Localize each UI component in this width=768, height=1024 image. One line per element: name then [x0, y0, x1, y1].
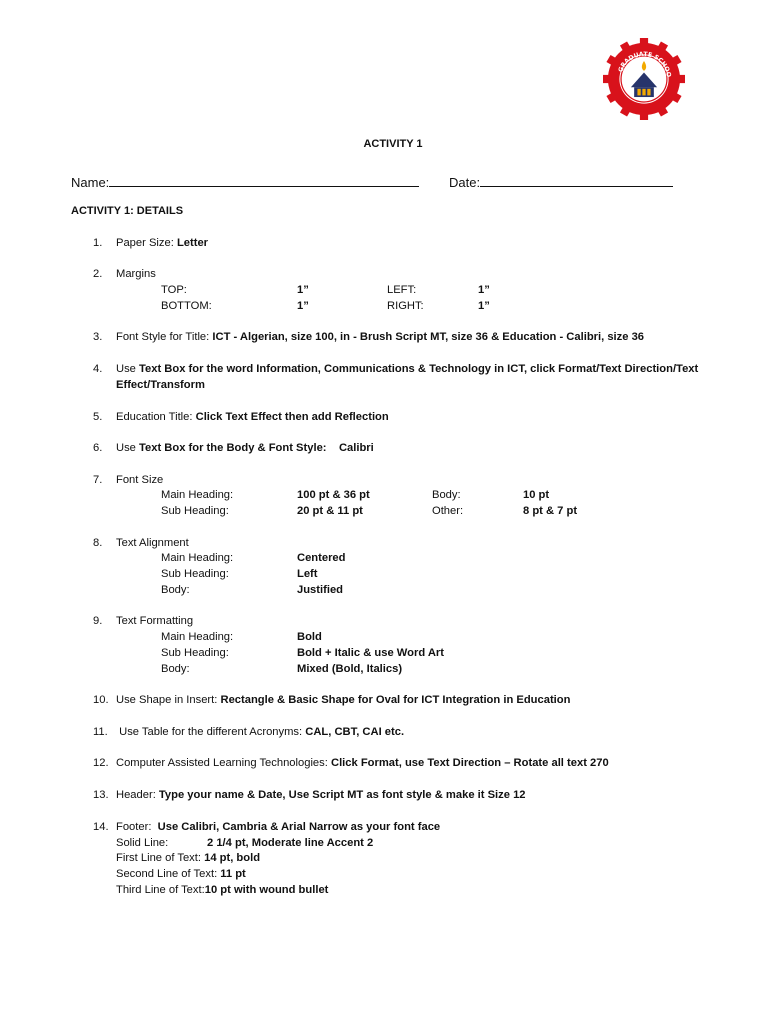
date-field[interactable] [449, 172, 673, 190]
school-seal-logo [603, 38, 685, 120]
svg-text:GRADUATE SCHOOL: GRADUATE SCHOO [617, 50, 672, 78]
name-field[interactable] [71, 172, 419, 190]
name-label: Name: [71, 175, 110, 190]
page-title: ACTIVITY 1 [363, 138, 423, 150]
date-line[interactable] [480, 172, 673, 187]
date-label: Date: [449, 175, 481, 190]
document-page: GRADUATE SCHOO ACTIVITY 1 Name: Date: ACTIVITY 1: DETAILS 1. Paper Size: Letter 2. Margins TOP: 1” LEFT: 1” BOTTOM: 1” RIGHT: 1” 3. Font Style for Title: ICT - Algerian, size 100, in - Brush Script MT, size 36 & Education - Calibri, size 36 4. Use Text Box for the word Information, Communications & Technology in ICT, click Format/Text Direction/Text Effect/Transform 5. Education Title: Click Text Effect then add Reflection 6. Use Text Box for the Body & Font Style: Calibri 7. Font Size Main Heading: 100 pt & 36 pt Body: 10 pt Sub Heading: 20 pt & 11 pt Other: 8 pt & 7 pt 8. Text Alignment Main Heading: Centered Sub Heading: Left Body: Justified 9. Text Formatting Main Heading: Bold Sub Heading: Bold + Italic & use Word Art Body: Mixed (Bold, Italics) 10. Use Shape in Insert: Rectangle & Basic Shape for Oval for ICT Integration in Education 11. Use Table for the different Acronyms: CAL, CBT, CAI etc. 12. Computer Assisted Learning Technologies: Click Format, use Text Direction – Rotate all text 270 13. Header: Type your name & Date, Use Script MT as font style & make it Size 12 14. Footer: Use Calibri, Cambria & Arial Narrow as your font face Solid Line: 2 1/4 pt, Moderate line Accent 2 First Line of Text: 14 pt, bold Second Line of Text: 11 pt Third Line of Text:10 pt with wound bullet [0, 0, 768, 1024]
name-line[interactable] [109, 172, 419, 187]
details-heading: ACTIVITY 1: DETAILS [71, 205, 184, 217]
